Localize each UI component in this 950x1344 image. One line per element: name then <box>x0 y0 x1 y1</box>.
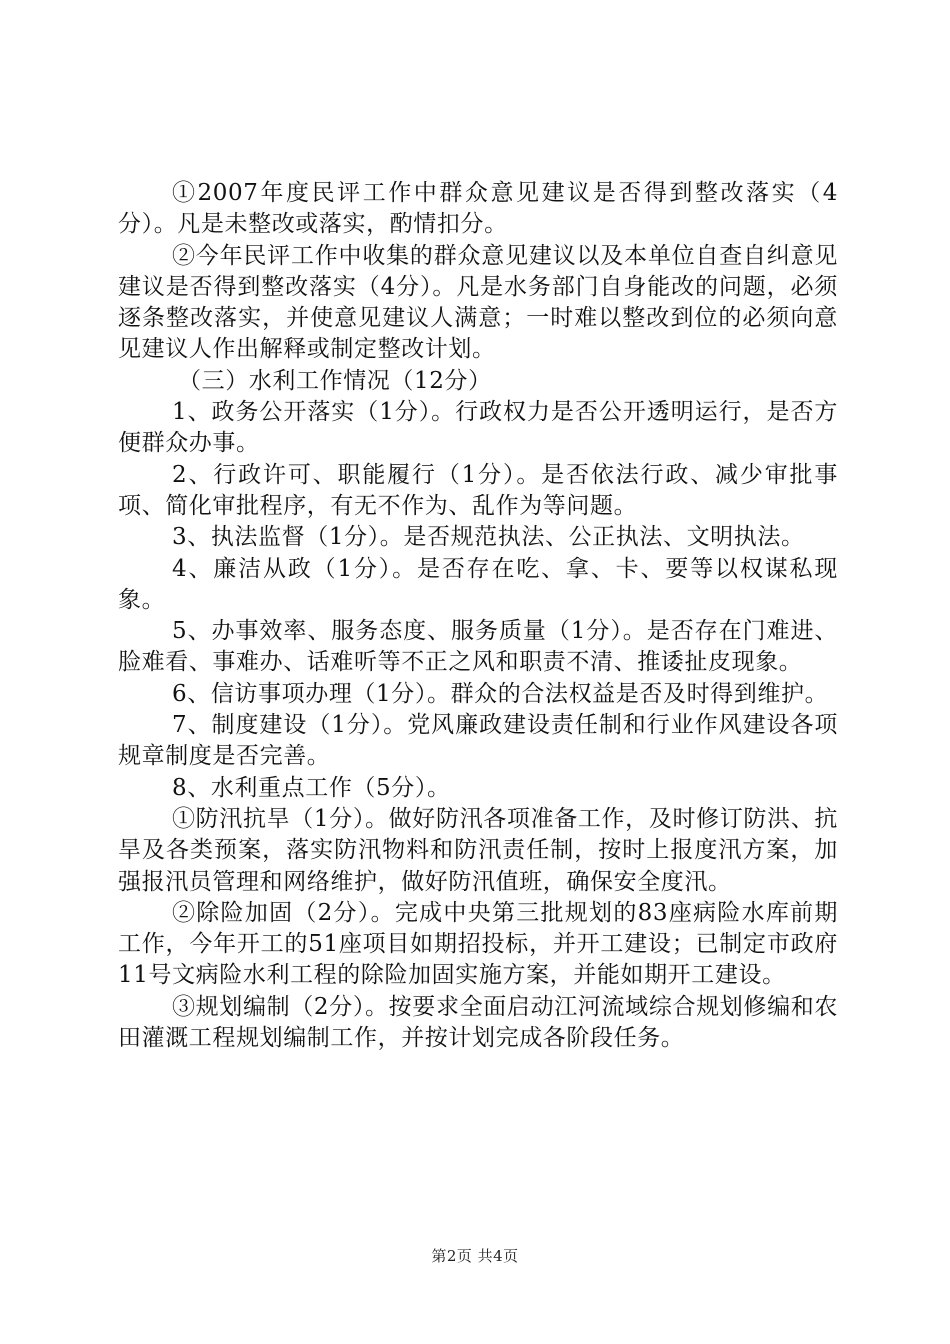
paragraph-rectification-2007: ①2007年度民评工作中群众意见建议是否得到整改落实（4分）。凡是未整改或落实，酌情扣分。 <box>118 180 838 238</box>
paragraph-item-3: 3、执法监督（1分）。是否规范执法、公正执法、文明执法。 <box>172 524 805 551</box>
paragraph-item-7: 7、制度建设（1分）。党风廉政建设责任制和行业作风建设各项规章制度是否完善。 <box>118 712 838 770</box>
paragraph-item-8: 8、水利重点工作（5分）。 <box>172 774 451 801</box>
paragraph-item-6: 6、信访事项办理（1分）。群众的合法权益是否及时得到维护。 <box>172 680 829 707</box>
paragraph-item-1: 1、政务公开落实（1分）。行政权力是否公开透明运行，是否方便群众办事。 <box>118 399 838 457</box>
paragraph-item-2: 2、行政许可、职能履行（1分）。是否依法行政、减少审批事项、简化审批程序，有无不作为、乱作为等问题。 <box>118 461 838 519</box>
paragraph-reinforcement: ②除险加固（2分）。完成中央第三批规划的83座病险水库前期工作，今年开工的51座项目如期招投标，并开工建设；已制定市政府11号文病险水利工程的除险加固实施方案，并能如期开工建设。 <box>118 899 838 989</box>
paragraph-rectification-this-year: ②今年民评工作中收集的群众意见建议以及本单位自查自纠意见建议是否得到整改落实（4分）。凡是水务部门自身能改的问题，必须逐条整改落实，并使意见建议人满意；一时难以整改到位的必须向意见建议人作出解释或制定整改计划。 <box>118 242 838 363</box>
paragraph-item-5: 5、办事效率、服务态度、服务质量（1分）。是否存在门难进、脸难看、事难办、话难听等不正之风和职责不清、推诿扯皮现象。 <box>118 618 838 676</box>
paragraph-planning: ③规划编制（2分）。按要求全面启动江河流域综合规划修编和农田灌溉工程规划编制工作，并按计划完成各阶段任务。 <box>118 993 838 1052</box>
page-footer: 第2页 共4页 <box>431 1247 519 1265</box>
paragraph-item-4: 4、廉洁从政（1分）。是否存在吃、拿、卡、要等以权谋私现象。 <box>118 555 838 613</box>
section-heading-water-work: （三）水利工作情况（12分） <box>178 367 492 394</box>
paragraph-flood-control: ①防汛抗旱（1分）。做好防汛各项准备工作，及时修订防洪、抗旱及各类预案，落实防汛物料和防汛责任制，按时上报度汛方案，加强报汛员管理和网络维护，做好防汛值班，确保安全度汛。 <box>118 805 838 895</box>
document-body <box>118 178 838 1054</box>
